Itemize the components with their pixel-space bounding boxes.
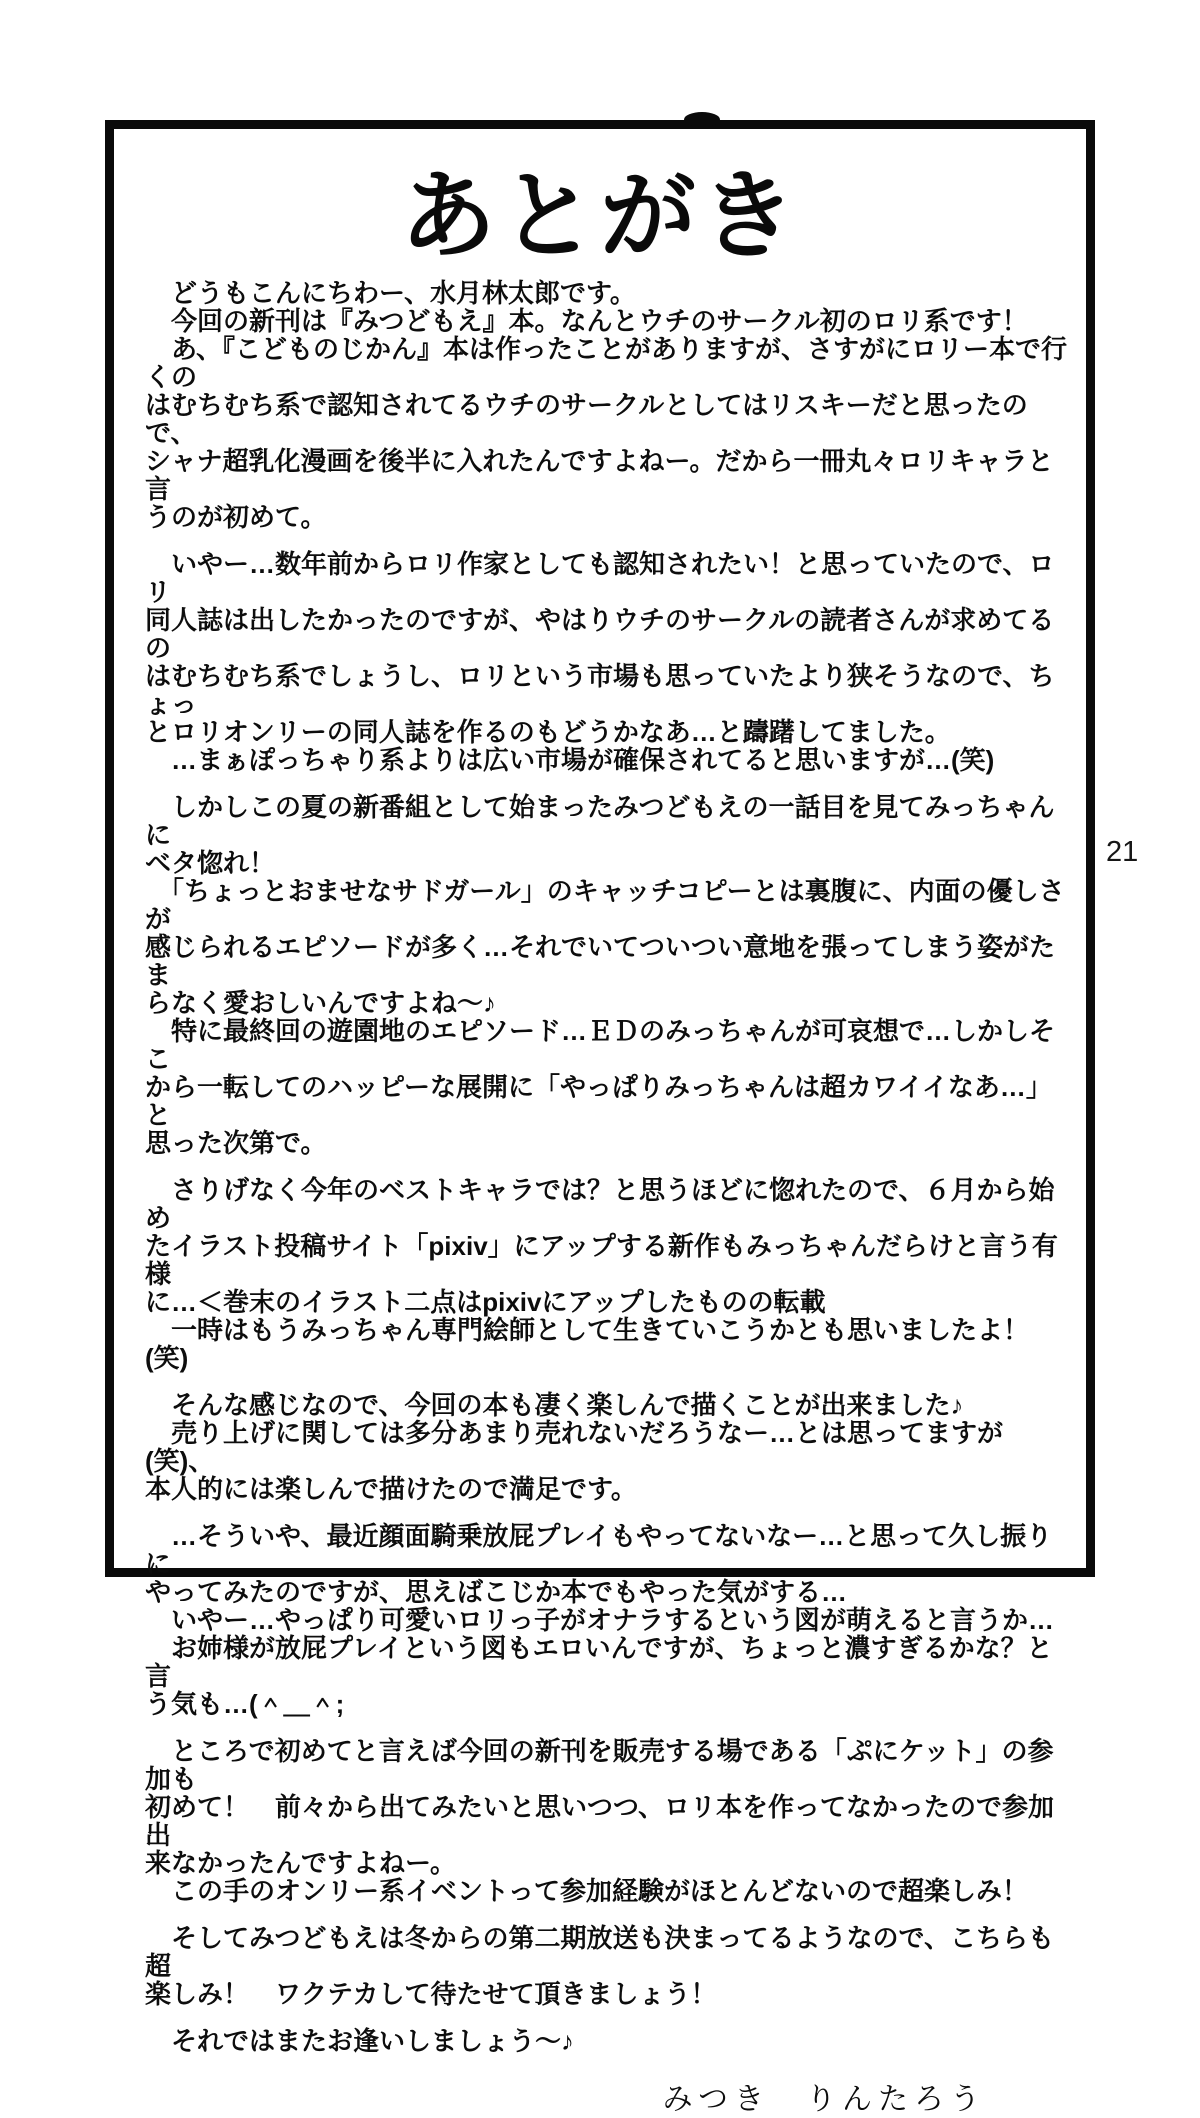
paragraph — [145, 1924, 1070, 2008]
text-line: に…＜巻末のイラスト二点はpixivにアップしたものの転載 — [145, 1287, 826, 1317]
paragraph — [145, 1737, 1070, 1905]
text-line: たイラスト投稿サイト「pixiv」にアップする新作もみっちゃんだらけと言う有様 — [145, 1231, 1058, 1289]
text-line: 特に最終回の遊園地のエピソード…ＥＤのみっちゃんが可哀想で…しかしそこ — [145, 1016, 1056, 1074]
text-line: それではまたお逢いしましょう～♪ — [145, 2026, 575, 2056]
text-line: シャナ超乳化漫画を後半に入れたんですよねー。だから一冊丸々ロリキャラと言 — [145, 446, 1054, 504]
text-line: 同人誌は出したかったのですが、やはりウチのサークルの読者さんが求めてるの — [145, 605, 1055, 663]
text-line: お姉様が放屁プレイという図もエロいんですが、ちょっと濃すぎるかな？と言 — [145, 1633, 1053, 1691]
text-line: 「ちょっとおませなサドガール」のキャッチコピーとは裏腹に、内面の優しさが — [145, 876, 1065, 934]
text-line: 来なかったんですよねー。 — [145, 1848, 456, 1878]
text-line: 楽しみ！ ワクテカして待たせて頂きましょう！ — [145, 1979, 717, 2009]
text-line: 売り上げに関しては多分あまり売れないだろうなー…とは思ってますが(笑)、 — [145, 1418, 1004, 1476]
text-line: ベタ惚れ！ — [145, 848, 276, 878]
text-line: はむちむち系で認知されてるウチのサークルとしてはリスキーだと思ったので、 — [145, 390, 1028, 448]
text-line: う気も…(＾＿＾; — [145, 1689, 345, 1719]
paragraph — [145, 2027, 1070, 2055]
text-line: 本人的には楽しんで描けたので満足です。 — [145, 1474, 637, 1504]
text-line: うのが初めて。 — [145, 502, 327, 532]
text-line: どうもこんにちわー、水月林太郎です。 — [145, 278, 636, 308]
text-line: あ、『こどものじかん』本は作ったことがありますが、さすがにロリー本で行くの — [145, 334, 1067, 392]
text-line: そんな感じなので、今回の本も凄く楽しんで描くことが出来ました♪ — [145, 1390, 964, 1420]
text-line: 初めて！ 前々から出てみたいと思いつつ、ロリ本を作ってなかったので参加出 — [145, 1792, 1054, 1850]
text-line: さりげなく今年のベストキャラでは？と思うほどに惚れたので、６月から始め — [145, 1175, 1055, 1233]
text-line: そしてみつどもえは冬からの第二期放送も決まってるようなので、こちらも超 — [145, 1923, 1054, 1981]
text-line: 感じられるエピソードが多く…それでいてついつい意地を張ってしまう姿がたま — [145, 932, 1056, 990]
text-line: いやー…数年前からロリ作家としても認知されたい！と思っていたので、ロリ — [145, 549, 1055, 607]
paragraph — [145, 279, 1070, 531]
content-frame — [105, 120, 1095, 2116]
text-line: ところで初めてと言えば今回の新刊を販売する場である「ぷにケット」の参加も — [145, 1736, 1054, 1794]
page-title: あとがき — [400, 163, 800, 270]
text-line: 今回の新刊は『みつどもえ』本。なんとウチのサークル初のロリ系です！ — [145, 306, 1028, 336]
paragraph — [145, 550, 1070, 774]
scan-artifact — [684, 112, 720, 127]
text-line: 思った次第で。 — [145, 1128, 327, 1158]
text-line: はむちむち系でしょうし、ロリという市場も思っていたより狭そうなので、ちょっ — [145, 661, 1055, 719]
text-line: …そういや、最近顔面騎乗放屁プレイもやってないなー…と思って久し振りに — [145, 1521, 1053, 1579]
text-line: いやー…やっぱり可愛いロリっ子がオナラするという図が萌えると言うか… — [145, 1605, 1054, 1635]
text-line: とロリオンリーの同人誌を作るのもどうかなあ…と躊躇してました。 — [145, 717, 951, 747]
page-number: 21 — [1106, 836, 1139, 868]
text-line: らなく愛おしいんですよね～♪ — [145, 988, 497, 1018]
author-signature: みつき りんたろう — [662, 2083, 986, 2116]
text-line: しかしこの夏の新番組として始まったみつどもえの一話目を見てみっちゃんに — [145, 792, 1055, 850]
text-line: この手のオンリー系イベントって参加経験がほとんどないので超楽しみ！ — [145, 1876, 1028, 1906]
text-line: 一時はもうみっちゃん専門絵師として生きていこうかとも思いましたよ！(笑) — [145, 1315, 1030, 1373]
text-line: …まぁぽっちゃり系よりは広い市場が確保されてると思いますが…(笑) — [145, 745, 995, 775]
afterword-body — [145, 279, 1070, 2055]
paragraph — [145, 1522, 1070, 1718]
text-line: やってみたのですが、思えばこじか本でもやった気がする… — [145, 1577, 848, 1607]
text-line: から一転してのハッピーな展開に「やっぱりみっちゃんは超カワイイなあ…」と — [145, 1072, 1052, 1130]
paragraph — [145, 1176, 1070, 1372]
paragraph — [145, 1391, 1070, 1503]
paragraph — [145, 793, 1070, 1157]
